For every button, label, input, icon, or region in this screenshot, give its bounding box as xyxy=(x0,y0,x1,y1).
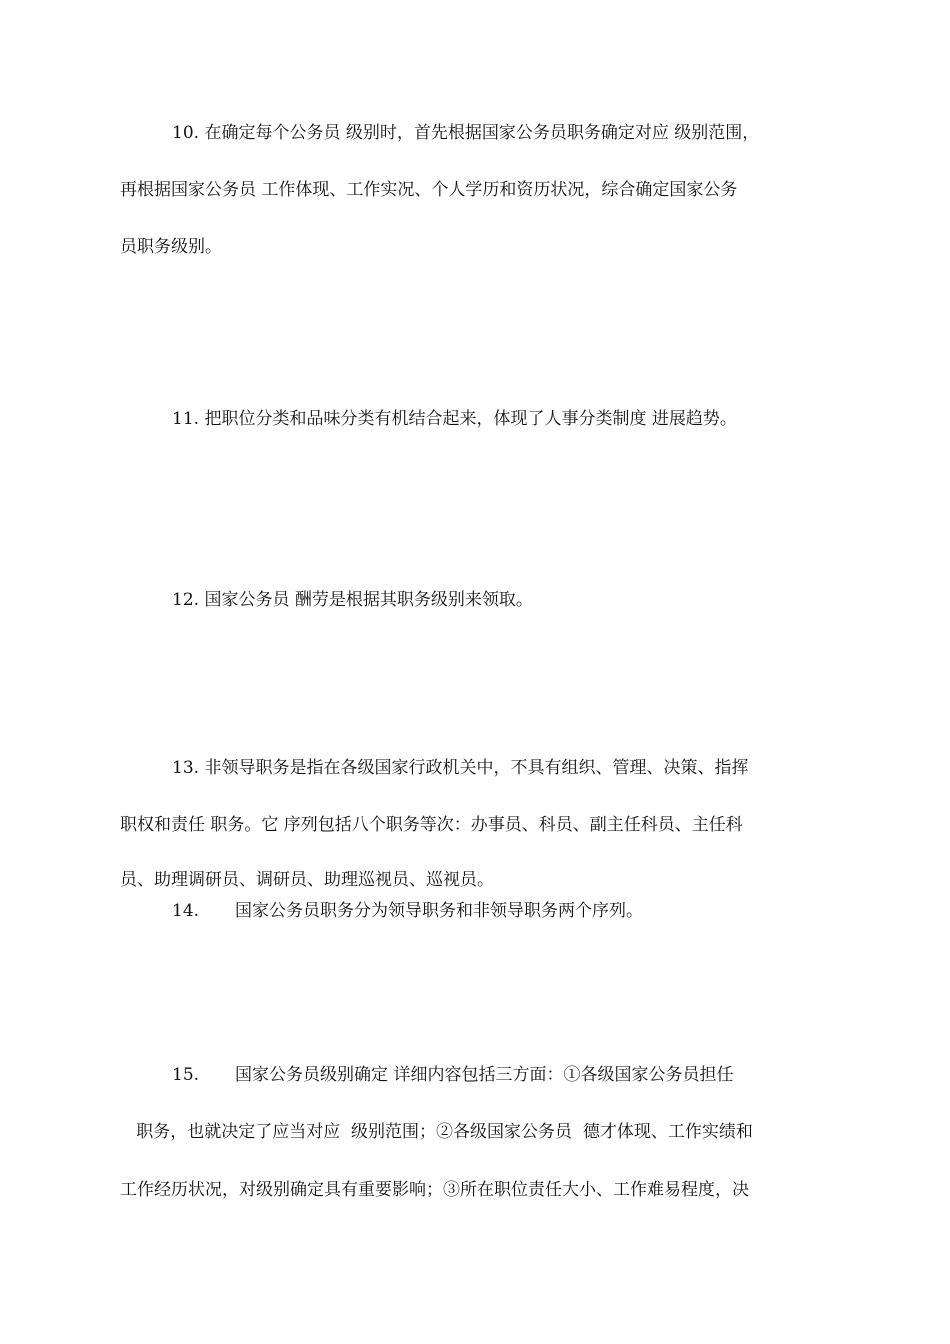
item-14-line-1 xyxy=(172,899,643,923)
item-14-text: 国家公务员职务分为领导职务和非领导职务两个序列。 xyxy=(235,901,644,921)
item-15-number: 15. xyxy=(172,1065,200,1085)
item-15-line-1 xyxy=(172,1063,733,1087)
item-15-line-3: 工作经历状况，对级别确定具有重要影响；③所在职位责任大小、工作难易程度，决 xyxy=(120,1180,749,1200)
item-11-line-1: 11. 把职位分类和品味分类有机结合起来，体现了人事分类制度 进展趋势。 xyxy=(172,409,737,429)
item-10-line-1: 10. 在确定每个公务员 级别时，首先根据国家公务员职务确定对应 级别范围， xyxy=(172,123,760,143)
item-13-line-3: 员、助理调研员、调研员、助理巡视员、巡视员。 xyxy=(120,870,494,890)
item-15-text: 国家公务员级别确定 详细内容包括三方面：①各级国家公务员担任 xyxy=(235,1065,734,1085)
item-10-line-3: 员职务级别。 xyxy=(120,237,222,257)
item-15-line-2: 职务，也就决定了应当对应 级别范围；②各级国家公务员 德才体现、工作实绩和 xyxy=(120,1122,753,1142)
item-12-line-1: 12. 国家公务员 酬劳是根据其职务级别来领取。 xyxy=(172,590,533,610)
item-10-line-2: 再根据国家公务员 工作体现、工作实况、个人学历和资历状况，综合确定国家公务 xyxy=(120,180,738,200)
item-13-line-2: 职权和责任 职务。它 序列包括八个职务等次：办事员、科员、副主任科员、主任科 xyxy=(120,815,743,835)
item-14-number: 14. xyxy=(172,901,200,921)
item-13-line-1: 13. 非领导职务是指在各级国家行政机关中，不具有组织、管理、决策、指挥 xyxy=(172,758,749,778)
